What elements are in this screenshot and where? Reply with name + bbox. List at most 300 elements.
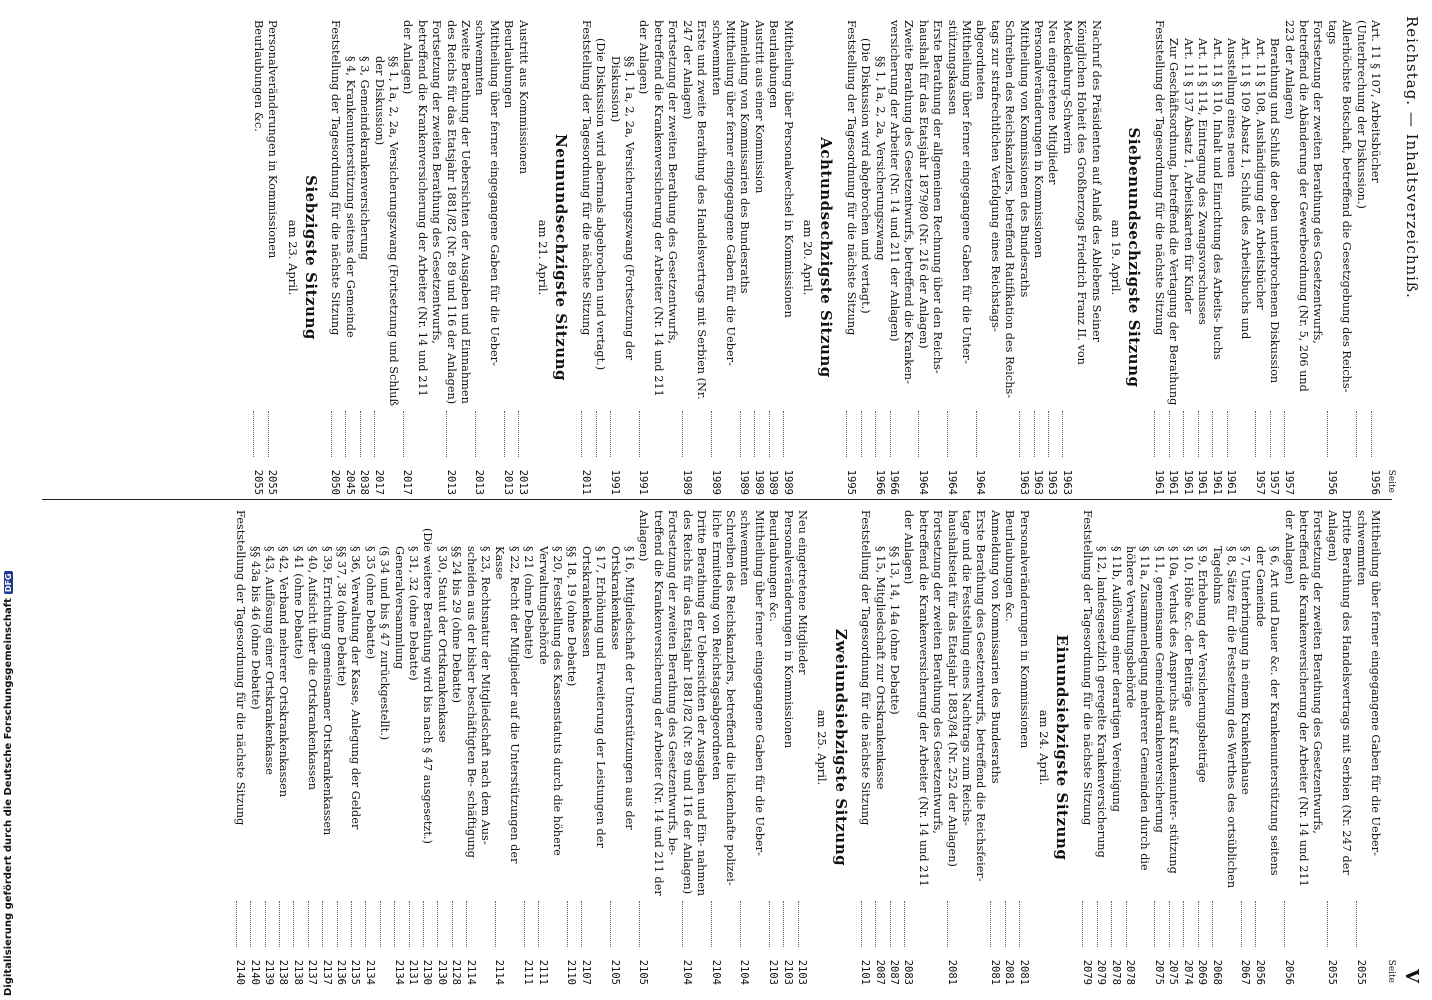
entry-text: Mittheilung über ferner eingegangene Gaben für die Unter- stützungskassen [945, 20, 974, 364]
entry-text: § 12, landesgesetzlich geregelte Krankenversicherung [1095, 546, 1109, 858]
leader-dots [890, 411, 891, 457]
entry-page-number: 1956 [1325, 469, 1338, 495]
entry-text: (Die Diskussion wird abgebrochen und vertagt.) [859, 38, 873, 314]
entry-text: Fortsetzung der zweiten Berathung des Gesetzentwurfs, betreffend die Abänderung der Gewerbeordnung (Nr. 5, 206 und 223 der Anlagen) [1282, 20, 1325, 392]
entry-page-number: 2128 [450, 959, 463, 985]
entry-text: § 41 (ohne Debatte) [291, 546, 305, 660]
entry-text: Fortsetzung der zweiten Berathung des Gesetzentwurfs, betreffend die Krankenversicherung der Arbeiter (Nr. 14 und 211 der Anlagen) [902, 510, 945, 887]
entry-page-number: 2013 [444, 469, 457, 495]
entry-text: Feststellung der Tagesordnung für die nächste Sitzung [329, 20, 343, 336]
entry-text: § 4, Krankenunterstützung seitens der Gemeinde [343, 56, 357, 338]
entry-page-number: 2101 [859, 959, 872, 985]
leader-dots [351, 901, 352, 947]
entry-text: §§ 1, 1a, 2, 2a, Versicherungszwang [873, 56, 887, 261]
leader-dots [1198, 901, 1199, 947]
toc-entry [578, 510, 607, 985]
leader-dots [904, 901, 905, 947]
leader-dots [524, 901, 525, 947]
toc-entry [328, 20, 342, 495]
toc-entry [1267, 20, 1281, 495]
toc-entry [377, 510, 391, 985]
entry-text: Feststellung der Tagesordnung für die nächste Sitzung [1152, 20, 1166, 336]
toc-entry [593, 20, 607, 495]
leader-dots [682, 411, 683, 457]
entry-page-number: 2013 [473, 469, 486, 495]
entry-text: Berathung und Schluß der oben unterbrochenen Diskussion [1268, 38, 1282, 384]
leader-dots [783, 411, 784, 457]
toc-entry [434, 510, 448, 985]
session-date: am 23. April. [285, 219, 300, 296]
session-heading: Zweiundsiebzigste Sitzung [831, 628, 850, 867]
entry-page-number: 2135 [349, 959, 362, 985]
entry-text: Nachruf des Präsidenten auf Anlaß des Ablebens Seiner Königlichen Hoheit des Großherzogs Friedrich Franz II. von Mecklenburg-Schwerin [1060, 20, 1103, 365]
toc-entry [944, 20, 973, 495]
leader-dots [403, 411, 404, 457]
toc-entry [1016, 20, 1030, 495]
entry-page-number: 1961 [1167, 469, 1180, 495]
entry-text: § 22, Recht der Mitglieder auf die Unterstützungen der Kasse [493, 546, 521, 864]
leader-dots [682, 901, 683, 947]
toc-entry [766, 20, 780, 495]
toc-entry [472, 20, 501, 495]
leader-dots [769, 901, 770, 947]
toc-entry [1059, 20, 1102, 495]
entry-text: Mittheilung von Kommissionen des Bundesraths [1017, 20, 1031, 298]
entry-text: Austritt aus Kommissionen [516, 20, 530, 175]
entry-text: Austritt aus einer Kommission [752, 20, 766, 194]
entry-text: Fortsetzung der zweiten Berathung des Gesetzentwurfs, betreffend die Krankenversicherung der Arbeiter (Nr. 14 und 211 der Anlagen) [1282, 510, 1325, 887]
toc-entry [250, 20, 264, 495]
toc-entry [276, 510, 290, 985]
leader-dots [711, 411, 712, 457]
entry-page-number: 1964 [974, 469, 987, 495]
toc-entry [679, 510, 708, 985]
leader-dots [918, 411, 919, 457]
leader-dots [1034, 411, 1035, 457]
entry-page-number: 2078 [1109, 959, 1122, 985]
running-header [1398, 16, 1426, 984]
entry-text: Art. 11 § 110, Inhalt und Einrichtung des Arbeits- buchs [1210, 38, 1224, 360]
leader-dots [268, 411, 269, 457]
entry-page-number: 1989 [680, 469, 693, 495]
right-column [233, 510, 1398, 985]
entry-page-number: 2055 [266, 469, 279, 495]
toc-entry [1224, 20, 1253, 495]
entry-page-number: 2114 [464, 959, 477, 985]
entry-text: Art. 11 § 114, Eintragung des Zwangsvorschusses [1196, 38, 1210, 325]
leader-dots [1062, 411, 1063, 457]
entry-text: Erste Berathung des Gesetzentwurfs, betreffend die Reichsfeier- tage und die Feststellung eines Nachtrags zum Reichs- haushaltsetat für das Etatsjahr 1883/84 (Nr. 252 der Anlagen) [945, 510, 988, 882]
leader-dots [798, 901, 799, 947]
leader-dots [250, 901, 251, 947]
entry-text: § 11b, Auflösung einer derartigen Vereinigung [1109, 546, 1123, 813]
entry-text: Personalveränderungen in Kommissionen [1017, 510, 1031, 749]
leader-dots [538, 901, 539, 947]
toc-entry [987, 510, 1001, 985]
leader-dots [374, 411, 375, 457]
toc-entry [872, 20, 886, 495]
toc-entry [578, 20, 592, 495]
toc-entry [371, 20, 400, 495]
entry-text: (§ 34 und bis § 47 zurückgestellt.) [378, 546, 392, 741]
leader-dots [1126, 901, 1127, 947]
toc-entry [1045, 20, 1059, 495]
toc-entry [636, 510, 679, 985]
entry-page-number: 2103 [795, 959, 808, 985]
session-heading: Achtundsechzigste Sitzung [817, 137, 836, 378]
entry-page-number: 1989 [767, 469, 780, 495]
entry-page-number: 2075 [1152, 959, 1165, 985]
entry-text: §§ 13, 14, 14a (ohne Debatte) [888, 546, 901, 715]
toc-entry [858, 510, 872, 985]
entry-text: Beurlaubungen &c. [251, 20, 265, 132]
entry-page-number: 2079 [1080, 959, 1093, 985]
toc-entry [449, 510, 463, 985]
toc-entry [1031, 20, 1045, 495]
leader-dots [769, 411, 770, 457]
leader-dots [567, 901, 568, 947]
leader-dots [1019, 411, 1020, 457]
entry-page-number: 2105 [608, 959, 621, 985]
entry-page-number: 2137 [320, 959, 333, 985]
toc-entry [1166, 510, 1180, 985]
entry-text: Feststellung der Tagesordnung für die nächste Sitzung [1080, 510, 1094, 826]
toc-entry [319, 510, 333, 985]
toc-entry [1324, 20, 1353, 495]
toc-entry [1281, 20, 1324, 495]
leader-dots [1212, 901, 1213, 947]
entry-text: Zweite Berathung des Gesetzentwurfs, betreffend die Kranken- versicherung der Arbeiter (Nr. 14 und 211 der Anlagen) [888, 20, 916, 384]
leader-dots [890, 901, 891, 947]
leader-dots [293, 901, 294, 947]
toc-entry [1353, 510, 1382, 985]
entry-page-number: 2017 [401, 469, 414, 495]
entry-page-number: 1995 [844, 469, 857, 495]
toc-entry [679, 20, 708, 495]
toc-entry [535, 510, 564, 985]
entry-page-number: 1989 [752, 469, 765, 495]
leader-dots [1155, 901, 1156, 947]
entry-text: § 10, Höhe &c. der Beiträge [1181, 546, 1195, 707]
toc-entry [400, 20, 443, 495]
toc-entry [1079, 510, 1093, 985]
entry-page-number: 1989 [709, 469, 722, 495]
entry-page-number: 2081 [988, 959, 1001, 985]
entry-text: § 9, Erhebung der Versicherungsbeiträge [1196, 546, 1210, 783]
toc-entry [607, 20, 636, 495]
toc-entry [501, 20, 515, 495]
entry-page-number: 2134 [363, 959, 376, 985]
leader-dots [1241, 901, 1242, 947]
leader-dots [360, 411, 361, 457]
entry-text: Schreiben des Reichskanzlers, betreffend Ratifikation des Reichs- tags zur strafrechtlichen Verfolgung eines Reichstags- abgeordneten [974, 20, 1017, 399]
entry-text: Neu eingetretene Mitglieder [1046, 20, 1060, 185]
leader-dots [610, 901, 611, 947]
entry-text: § 8, Sätze für die Festsetzung des Werthes des ortsüblichen Tagelohns [1210, 546, 1238, 889]
entry-page-number: 2111 [522, 959, 535, 985]
leader-dots [1019, 901, 1020, 947]
entry-page-number: 2138 [277, 959, 290, 985]
entry-text: Neu eingetretene Mitglieder [795, 510, 809, 675]
entry-text: Feststellung der Tagesordnung für die nächste Sitzung [844, 20, 858, 336]
entry-text: Beurlaubungen &c. [1003, 510, 1017, 622]
leader-dots [783, 901, 784, 947]
leader-dots [1155, 411, 1156, 457]
leader-dots [437, 901, 438, 947]
entry-text: § 20, Feststellung des Kassenstatuts durch die höhere Verwaltungsbehörde [536, 546, 565, 856]
entry-page-number: 2038 [358, 469, 371, 495]
entry-text: Feststellung der Tagesordnung für die nächste Sitzung [579, 20, 593, 336]
entry-page-number: 2137 [306, 959, 319, 985]
entry-text: Fortsetzung der zweiten Berathung des Gesetzentwurfs, betreffend die Krankenversicherung der Arbeiter (Nr. 14 und 211 der Anlagen) [637, 20, 680, 397]
entry-text: Schreiben des Reichskanzlers, betreffend die lückenhafte polizei- liche Ermittelung von Reichstagsabgeordneten [709, 510, 737, 886]
leader-dots [947, 411, 948, 457]
entry-page-number: 1961 [1181, 469, 1194, 495]
entry-text: § 43, Auflösung einer Ortskrankenkasse [262, 546, 276, 775]
leader-dots [504, 411, 505, 457]
toc-entry [362, 510, 376, 985]
entry-text: (Unterbrechung der Diskussion.) [1354, 20, 1368, 209]
leader-dots [308, 901, 309, 947]
entry-page-number: 2069 [1196, 959, 1209, 985]
entry-text: Fortsetzung der zweiten Berathung des Gesetzentwurfs, be- treffend die Krankenversicherung der Arbeiter (Nr. 14 und 211 der Anlagen) [637, 510, 680, 896]
toc-entry [780, 510, 794, 985]
toc-entry [887, 20, 916, 495]
toc-entry [1180, 510, 1194, 985]
leader-dots [1371, 411, 1372, 457]
entry-page-number: 2136 [334, 959, 347, 985]
entry-text: §§ 24 bis 29 (ohne Debatte) [450, 546, 464, 703]
leader-dots [466, 901, 467, 947]
entry-page-number: 2134 [392, 959, 405, 985]
toc-entry [973, 20, 1016, 495]
entry-page-number: 1963 [1046, 469, 1059, 495]
toc-entry [406, 510, 420, 985]
entry-page-number: 2056 [1253, 959, 1266, 985]
toc-entry [515, 20, 529, 495]
leader-dots [1097, 901, 1098, 947]
leader-dots [365, 901, 366, 947]
leader-dots [322, 901, 323, 947]
entry-page-number: 1963 [1017, 469, 1030, 495]
leader-dots [639, 411, 640, 457]
leader-dots [279, 901, 280, 947]
leader-dots [1227, 411, 1228, 457]
entry-page-number: 1991 [608, 469, 621, 495]
entry-page-number: 1991 [637, 469, 650, 495]
entry-text: § 11, gemeinsame Gemeindekrankenversicherung [1152, 546, 1166, 833]
entry-page-number: 2104 [709, 959, 722, 985]
entry-text: Beurlaubungen &c. [767, 510, 781, 622]
entry-page-number: 1963 [1032, 469, 1045, 495]
leader-dots [1284, 901, 1285, 947]
entry-text: Personalveränderungen in Kommissionen [781, 510, 795, 749]
column-divider [42, 499, 1392, 500]
toc-entry [708, 20, 737, 495]
entry-page-number: 2140 [248, 959, 261, 985]
toc-entry [420, 510, 434, 985]
toc-entry [1209, 510, 1238, 985]
session-heading: Einundsiebzigste Sitzung [1053, 634, 1072, 861]
entry-page-number: 2081 [945, 959, 958, 985]
leader-dots [754, 411, 755, 457]
leader-dots [1183, 901, 1184, 947]
entry-text: § 11a, Zusammenlegung mehrerer Gemeinden durch die höhere Verwaltungsbehörde [1124, 546, 1152, 871]
toc-entry [1152, 510, 1166, 985]
leader-dots [446, 411, 447, 457]
entry-text: § 6, Art und Dauer &c. der Krankenunterstützung seitens der Gemeinde [1253, 546, 1282, 876]
entry-page-number: 2056 [1282, 959, 1295, 985]
leader-dots [253, 411, 254, 457]
entry-text: Mittheilung über ferner eingegangene Gaben für die Ueber- schwemmten [709, 20, 737, 366]
entry-text: Art. 11 § 107, Arbeitsbücher [1369, 20, 1382, 183]
entry-text: § 35 (ohne Debatte) [363, 546, 377, 660]
toc-entry [901, 510, 944, 985]
toc-entry [843, 20, 857, 495]
entry-page-number: 2055 [251, 469, 264, 495]
leader-dots [740, 901, 741, 947]
toc-entry [751, 20, 765, 495]
entry-text: § 16, Mitgliedschaft der Unterstützungen aus der Ortskrankenkasse [608, 546, 637, 830]
toc-entry [944, 510, 987, 985]
leader-dots [1270, 411, 1271, 457]
entry-page-number: 2067 [1239, 959, 1252, 985]
leader-dots [875, 901, 876, 947]
entry-page-number: 1966 [873, 469, 886, 495]
entry-page-number: 2103 [781, 959, 794, 985]
credit-text: Digitalisierung gefördert durch die Deutsche Forschungsgemeinschaft [3, 598, 14, 996]
page-number: V [1401, 969, 1423, 984]
session-date: am 19. April. [1109, 219, 1124, 296]
toc-entry [915, 20, 944, 495]
toc-entry [1252, 20, 1266, 495]
leader-dots [452, 901, 453, 947]
entry-page-number: 2050 [329, 469, 342, 495]
leader-dots [581, 411, 582, 457]
leader-dots [1169, 901, 1170, 947]
toc-entry [1123, 510, 1152, 985]
leader-dots [875, 411, 876, 457]
leader-dots [345, 411, 346, 457]
session-date: am 24. April. [1037, 709, 1052, 786]
entry-page-number: 2083 [902, 959, 915, 985]
entry-text: Anmeldung von Kommissarien des Bundesraths [738, 20, 752, 294]
session-heading: Siebzigste Sitzung [301, 175, 320, 340]
entry-text: § 15, Mitgliedschaft zur Ortskrankenkasse [873, 546, 887, 790]
toc-entry [1166, 20, 1180, 495]
column-heading: Seite [1386, 959, 1396, 983]
toc-entry [1238, 510, 1252, 985]
entry-page-number: 1957 [1253, 469, 1266, 495]
entry-page-number: 1964 [945, 469, 958, 495]
entry-text: § 42, Verband mehrerer Ortskrankenkassen [277, 546, 291, 798]
entry-text: Mittheilung über ferner eingegangene Gaben für die Ueber- schwemmten [473, 20, 501, 366]
session-heading: Neunundsechzigste Sitzung [552, 133, 571, 381]
toc-entry [492, 510, 521, 985]
entry-page-number: 1966 [888, 469, 900, 495]
toc-entry [636, 20, 679, 495]
toc-entry [357, 20, 371, 495]
entry-text: § 40, Aufsicht über die Ortskrankenkassen [306, 546, 320, 791]
entry-text: § 17, Erhöhung und Erweiterung der Leistungen der Ortskrankenkassen [579, 546, 608, 848]
leader-dots [331, 411, 332, 457]
toc-entry [737, 510, 766, 985]
toc-entry [564, 510, 578, 985]
left-column [250, 20, 1398, 495]
leader-dots [380, 901, 381, 947]
leader-dots [1111, 901, 1112, 947]
leader-dots [1183, 411, 1184, 457]
toc-entry [872, 510, 886, 985]
entry-text: Dritte Berathung der Uebersichten der Ausgaben und Ein- nahmen des Reichs für das Etatsjahr 1881/82 (Nr. 89 und 116 der Anlagen) [680, 510, 709, 897]
entry-text: Personalveränderungen in Kommissionen [266, 20, 280, 259]
entry-page-number: 2111 [536, 959, 549, 985]
toc-entry [443, 20, 472, 495]
entry-page-number: 2103 [767, 959, 780, 985]
leader-dots [409, 901, 410, 947]
entry-page-number: 2130 [421, 959, 434, 985]
toc-entry [1108, 510, 1122, 985]
entry-text: § 36, Verwaltung der Kasse, Anlegung der Gelder [349, 546, 363, 830]
entry-page-number: 2068 [1210, 959, 1223, 985]
toc-entry [1016, 510, 1030, 985]
entry-page-number: 1989 [781, 469, 794, 495]
entry-text: Erste Berathung der allgemeinen Rechnung über den Reichs- haushalt für das Etatsjahr 1879/80 (Nr. 216 der Anlagen) [916, 20, 945, 374]
entry-text: Generalversammlung [392, 546, 406, 670]
entry-page-number: 2110 [565, 959, 578, 985]
entry-page-number: 2130 [435, 959, 448, 985]
toc-entry [1195, 510, 1209, 985]
toc-entry [1353, 20, 1367, 495]
leader-dots [1327, 901, 1328, 947]
entry-page-number: 2087 [888, 959, 900, 985]
column-heading: Seite [1386, 469, 1396, 493]
entry-text: (Die weitere Berathung wird bis nach § 47 ausgesetzt.) [421, 528, 435, 844]
leader-dots [475, 411, 476, 457]
toc-entry [1209, 20, 1223, 495]
entry-text: §§ 43a bis 46 (ohne Debatte) [248, 546, 262, 710]
entry-page-number: 1956 [1369, 469, 1381, 495]
entry-text: § 10a, Verlust des Anspruchs auf Krankenunter- stützung [1167, 546, 1181, 874]
leader-dots [265, 901, 266, 947]
entry-page-number: 2131 [407, 959, 419, 985]
toc-entry [795, 510, 809, 985]
entry-text: Anmeldung von Kommissarien des Bundesraths [988, 510, 1002, 784]
entry-text: Allerhöchste Botschaft, betreffend die Gesetzgebung des Reichs- tags [1325, 20, 1354, 393]
entry-page-number: 2138 [291, 959, 304, 985]
entry-page-number: 1989 [738, 469, 751, 495]
leader-dots [394, 901, 395, 947]
entry-text: §§ 18, 19 (ohne Debatte) [565, 546, 579, 687]
entry-page-number: 1961 [1152, 469, 1165, 495]
leader-dots [740, 411, 741, 457]
entry-page-number: 2013 [516, 469, 529, 495]
entry-page-number: 1957 [1282, 469, 1295, 495]
digitization-credit [3, 571, 14, 996]
entry-text: Zweite Berathung der Uebersichten der Ausgaben und Einnahmen des Reichs für das Etatsjahr 1881/82 (Nr. 89 und 116 der Anlagen) [444, 20, 473, 405]
leader-dots [990, 901, 991, 947]
entry-text: § 39, Errichtung gemeinsamer Ortskrankenkassen [320, 546, 334, 836]
entry-text: Art. 11 § 109 Absatz 1, Schluß des Arbeitsbuchs und Ausstellung eines neuen [1224, 38, 1253, 340]
leader-dots [610, 411, 611, 457]
leader-dots [337, 901, 338, 947]
entry-page-number: 2104 [680, 959, 693, 985]
leader-dots [518, 411, 519, 457]
toc-entry [887, 510, 901, 985]
entry-text: Feststellung der Tagesordnung für die nächste Sitzung [859, 510, 873, 826]
toc-entry [1195, 20, 1209, 495]
entry-page-number: 1957 [1268, 469, 1281, 495]
